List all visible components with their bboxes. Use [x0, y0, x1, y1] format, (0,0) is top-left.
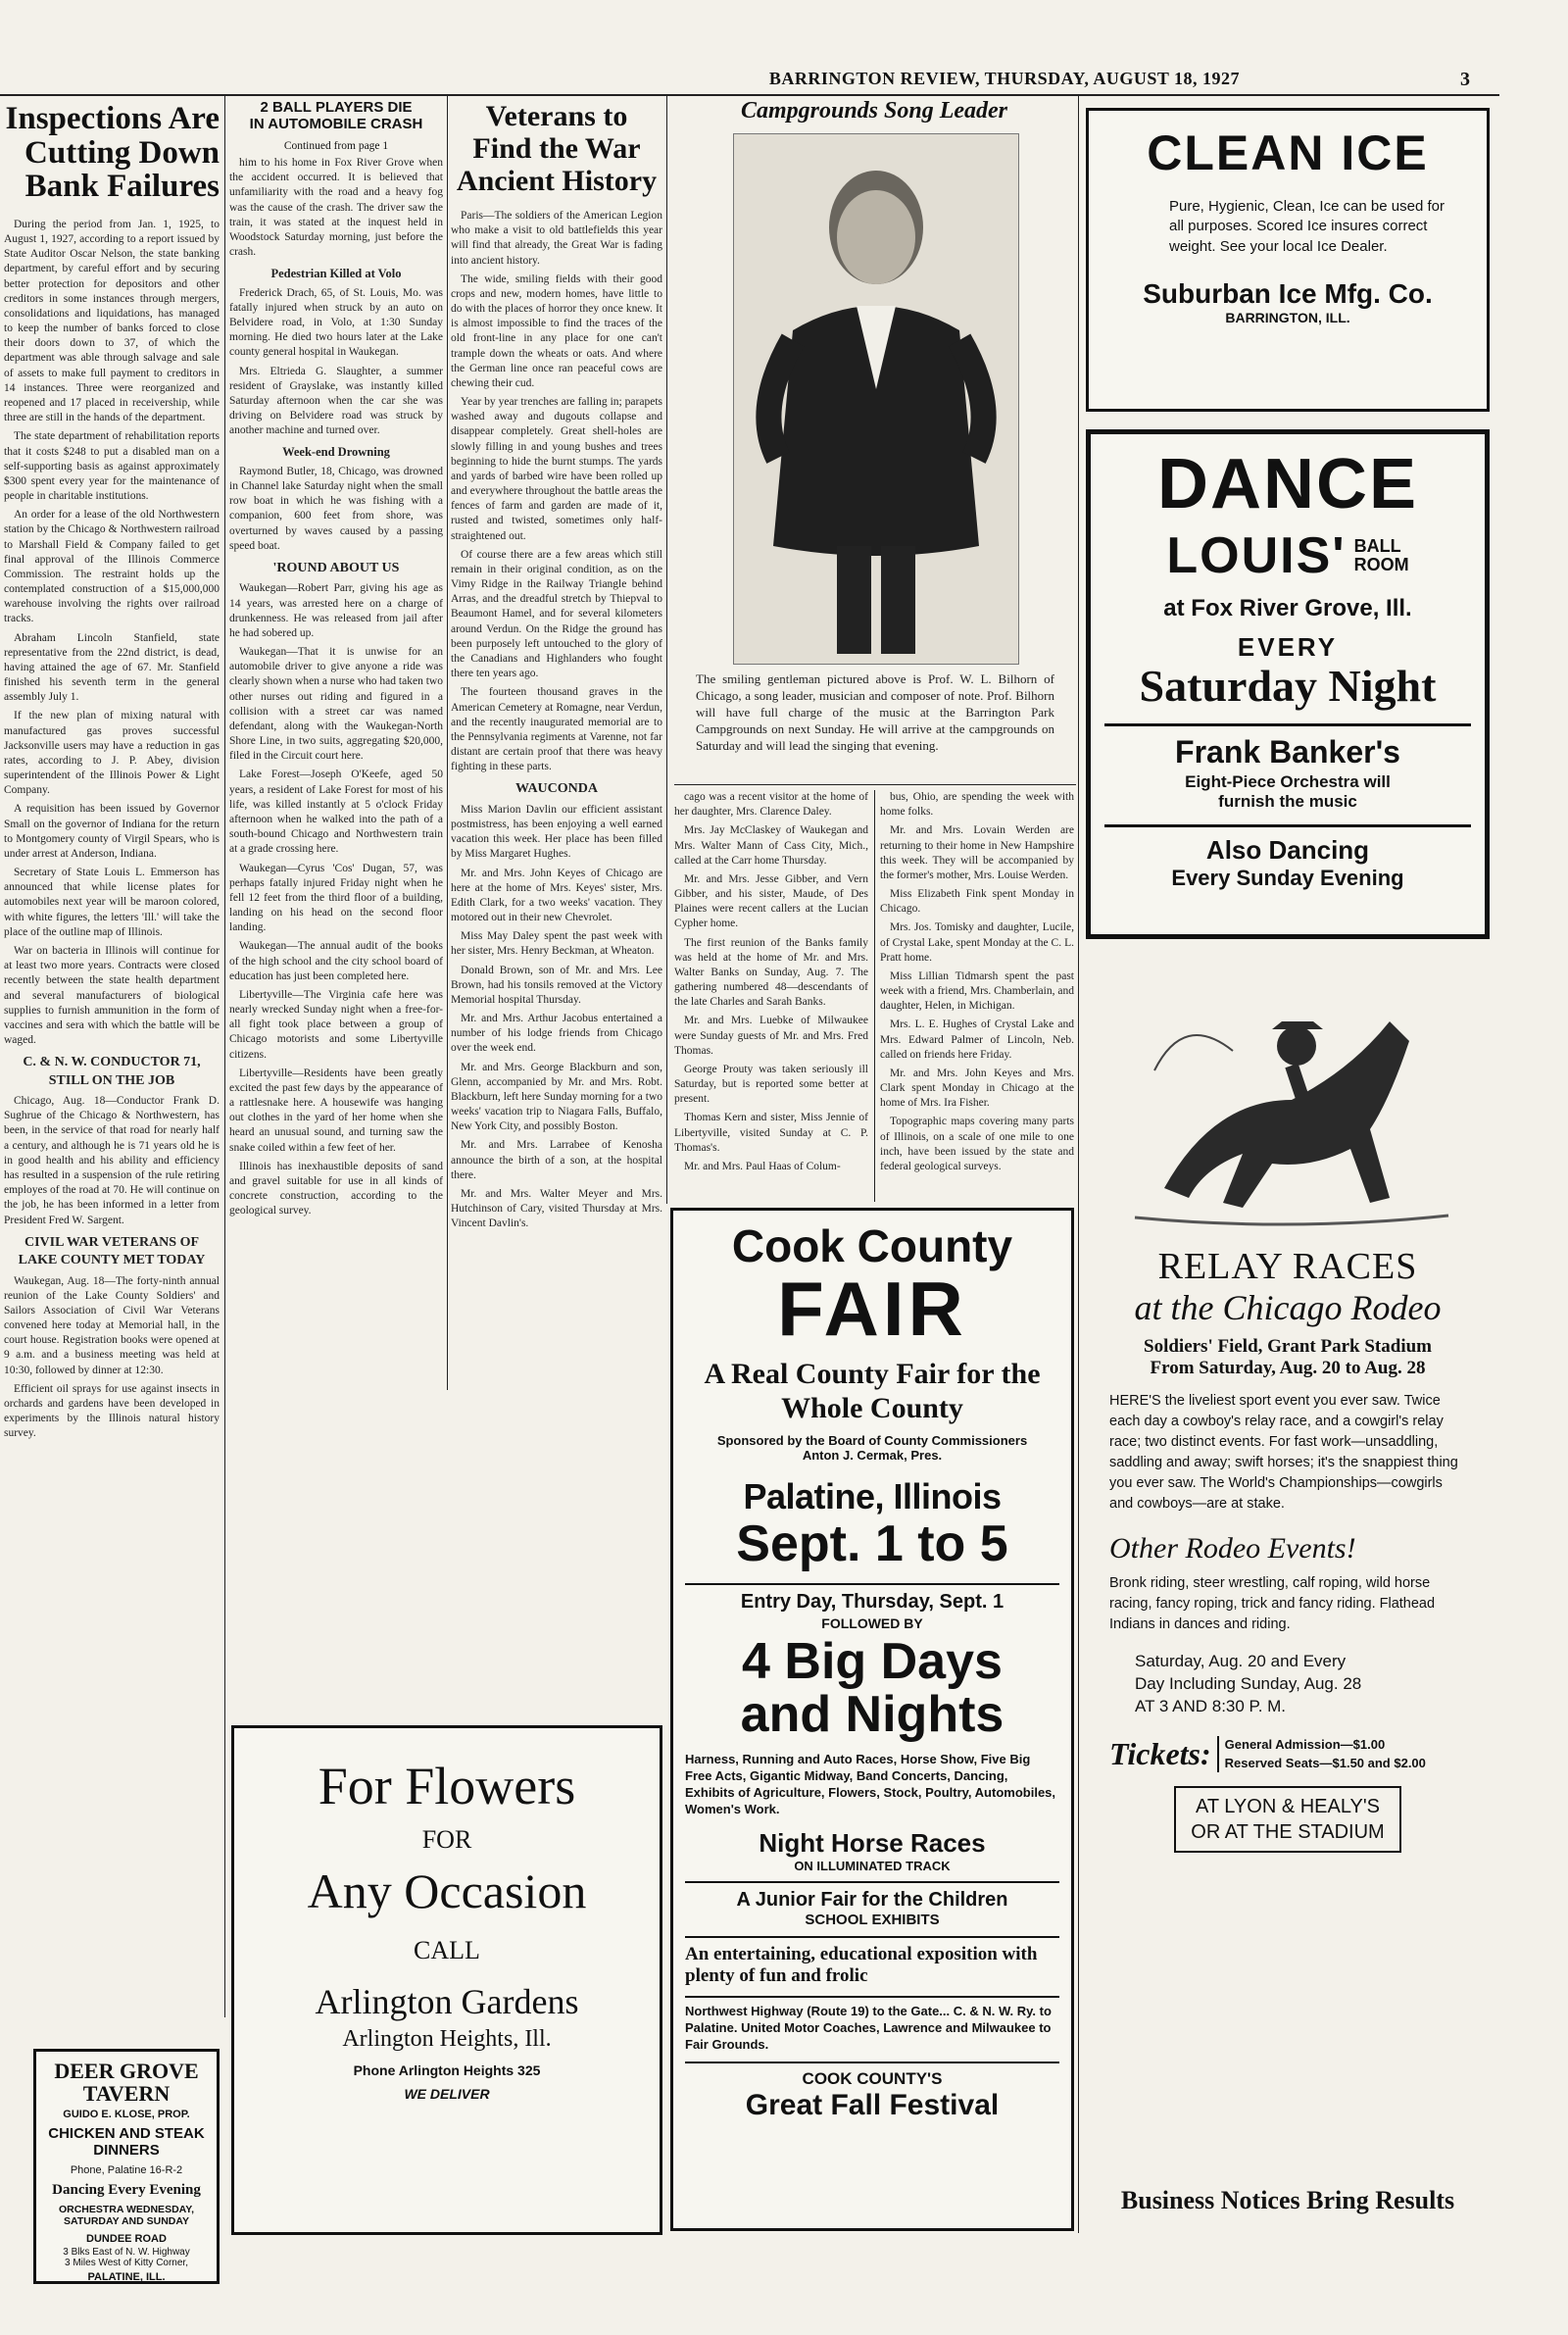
headline-ball-players [229, 100, 443, 132]
song-leader-photo [733, 133, 1019, 665]
clean-ice-text: Pure, Hygienic, Clean, Ice can be used for all purposes. Scored Ice insures correct weight. See your local Ice Dealer. [1169, 198, 1445, 255]
rodeo-ticket-prices [1217, 1736, 1426, 1771]
tavern-dinners: CHICKEN AND STEAK DINNERS [48, 2125, 205, 2159]
article-paragraph: Mrs. Eltrieda G. Slaughter, a summer resident of Grayslake, was instantly killed Saturday afternoon when the car she was driving on Belvidere road was struck by another machine and turned over. [229, 365, 443, 437]
article-paragraph: Waukegan—Robert Parr, giving his age as 14 years, was arrested here on a charge of drunkenness. He was released from jail after he had sobered up. [229, 582, 443, 639]
fair-festival-title: Great Fall Festival [745, 2088, 1000, 2121]
column-2 [229, 98, 443, 1392]
dance-divider [1104, 824, 1471, 827]
fair-attractions: Harness, Running and Auto Races, Horse Show, Five Big Free Acts, Gigantic Midway, Band Concerts, Dancing, Exhibits of Agriculture, Flowers, Stock, Poultry, Automobiles, Women's Work. [685, 1751, 1056, 1816]
flowers-occasion: Any Occasion [307, 1863, 587, 1919]
article-paragraph: Paris—The soldiers of the American Legion who make a visit to old battlefields this year will find that already, the Great War is fading into ancient history. [451, 210, 662, 267]
article-paragraph: During the period from Jan. 1, 1925, to August 1, 1927, according to a report issued by State Auditor Oscar Nelson, the state banking department, by careful effort and by securing better protection for depositors and other creditors in some instances through mergers, consolidations and liquidations, has managed to keep the number of banks forced to close their doors down to 37, of which the department was able through salvage and sale of assets to make full payment to creditors in 14 instances. Three were reorganized and reopened and 17 placed in receivership, while three are still in the hands of the department. [4, 218, 220, 424]
article-paragraph: Raymond Butler, 18, Chicago, was drowned in Channel lake Saturday night when the small row boat in which he was fishing with a companion, 600 feet from shore, was overturned by waves caused by a passing speed boat. [229, 465, 443, 552]
article-paragraph: An order for a lease of the old Northwestern station by the Chicago & Northwestern railroad to Marshall Field & Company failed to get final approval of the Illinois Commerce Commission. The restraint holds up the contemplated construction of a $15,000,000 warehouse involving the rights over railroad tracks. [4, 509, 220, 625]
tavern-owner: GUIDO E. KLOSE, PROP. [63, 2109, 190, 2121]
fair-junior-sub: SCHOOL EXHIBITS [805, 1911, 940, 1928]
fair-night-races-sub: ON ILLUMINATED TRACK [794, 1858, 951, 1873]
article-paragraph: Of course there are a few areas which still remain in their original condition, as on the Vimy Ridge in the Railway Triangle behind Arras, and the dreadful stretch by Thiepval to Beaumont Hamel, and for several kilometers around Verdun. On the Ridge the ground has been purposely left untouched to the glory of the Canadians and Highlanders who fought there ten years ago. [451, 548, 662, 680]
column-3 [451, 98, 662, 1230]
dance-hall-name [1104, 526, 1471, 585]
rodeo-tickets [1109, 1736, 1466, 1772]
article-paragraph: cago was a recent visitor at the home of her daughter, Mrs. Clarence Daley. [674, 791, 868, 819]
article-paragraph: Mr. and Mrs. Walter Meyer and Mrs. Hutchinson of Cary, visited Thursday at Mrs. Vincent Davlin's. [451, 1187, 662, 1230]
column-rule [666, 96, 667, 1204]
flowers-company: Arlington Gardens [315, 1982, 579, 2022]
rodeo-schedule [1135, 1651, 1466, 1718]
article-paragraph: Mr. and Mrs. Jesse Gibber, and Vern Gibber, and his sister, Maude, of Des Plaines were recent callers at the Lucian Cypher home. [674, 872, 868, 930]
fair-president: Anton J. Cermak, Pres. [802, 1448, 943, 1464]
column-rule [224, 96, 225, 2017]
article-paragraph: Thomas Kern and sister, Miss Jennie of Libertyville, visited Sunday at C. P. Thomas's. [674, 1112, 868, 1154]
article-paragraph: Mrs. Jos. Tomisky and daughter, Lucile, of Crystal Lake, spent Monday at the C. L. Pratt home. [880, 921, 1074, 964]
fair-name: Cook County [731, 1220, 1013, 1271]
fair-title: FAIR [777, 1266, 967, 1353]
article-paragraph: Waukegan—That it is unwise for an automobile driver to give anyone a ride was clearly shown when a nurse who had taken two other nurses out riding and figured in a collision with a street car was named defendant, along with the Waukegan-North Shore Line, in two suits, aggregating $20,000, filed in the Circuit court here. [229, 646, 443, 763]
article-paragraph: bus, Ohio, are spending the week with home folks. [880, 791, 1074, 819]
column-5 [880, 790, 1074, 1202]
cowboy-horse-icon [1096, 953, 1480, 1247]
continued-note: Continued from page 1 [283, 140, 389, 152]
fair-big-days: 4 Big Days [742, 1632, 1003, 1690]
rodeo-illustration [1096, 953, 1480, 1247]
fair-expo: An entertaining, educational exposition with plenty of fun and frolic [685, 1943, 1038, 1987]
deer-grove-tavern-ad [33, 2049, 220, 2284]
dance-hall: LOUIS' [1166, 526, 1347, 584]
tavern-title: DEER GROVE TAVERN [54, 2059, 199, 2107]
article-paragraph: Mr. and Mrs. Larrabee of Kenosha announce the birth of a son, at the hospital there. [451, 1139, 662, 1181]
clean-ice-company: Suburban Ice Mfg. Co. [1143, 277, 1433, 309]
page-number: 3 [1460, 69, 1470, 90]
rodeo-other-text: Bronk riding, steer wrestling, calf roping, wild horse racing, fancy roping, trick and fancy riding. Flathead Indians in dances and riding. [1109, 1575, 1436, 1633]
article-veterans-war [451, 209, 662, 1231]
dance-orchestra: Frank Banker's [1175, 733, 1400, 770]
fair-directions: Northwest Highway (Route 19) to the Gate... C. & N. W. Ry. to Palatine. United Motor Coaches, Lawrence and Milwaukee to Fair Grounds. [685, 2004, 1052, 2052]
article-paragraph: The wide, smiling fields with their good crops and new, modern homes, have little to do with the places of horror they once knew. It is almost impossible to find the traces of the old front-line in any place for one can't trample down the wheats or oats. And where the German line once ran peaceful cows are chewing their cud. [451, 273, 662, 389]
tavern-phone: Phone, Palatine 16-R-2 [70, 2164, 183, 2177]
subheadline-wauconda: WAUCONDA [515, 781, 598, 797]
article-paragraph: Waukegan—Cyrus 'Cos' Dugan, 57, was perhaps fatally injured Friday night when he fell 12 feet from the third floor of a building, landing on his head on the second floor landing. [229, 862, 443, 934]
fair-divider [685, 1881, 1059, 1883]
article-bank-failures [4, 218, 220, 1442]
dance-title: DANCE [1156, 445, 1418, 523]
subheadline-drowning: Week-end Drowning [282, 445, 390, 460]
column-rule [874, 790, 875, 1202]
tavern-road: DUNDEE ROAD [86, 2233, 167, 2246]
article-paragraph: Libertyville—The Virginia cafe here was nearly wrecked Sunday night when a free-for-all fight took place between a group of Chicago motorists and some Libertyville citizens. [229, 988, 443, 1061]
article-paragraph: Frederick Drach, 65, of St. Louis, Mo. was fatally injured when struck by an auto on Belvidere road, in Volo, at 1:30 Sunday morning. He died two hours later at the Lake county general hospital in Waukegan. [229, 286, 443, 359]
flowers-town: Arlington Heights, Ill. [342, 2026, 552, 2053]
article-paragraph: Lake Forest—Joseph O'Keefe, aged 50 years, a resident of Lake Forest for most of his life, was killed instantly at 5 o'clock Friday afternoon when he walked into the path of a south-bound Chicago and Northwestern train at a grade crossing here. [229, 769, 443, 856]
subheadline-conductor: C. & N. W. CONDUCTOR 71, STILL ON THE JOB [23, 1055, 201, 1088]
clean-ice-town: BARRINGTON, ILL. [1225, 309, 1350, 325]
fair-festival-label: COOK COUNTY'S [802, 2068, 943, 2088]
headline-line: Veterans to [485, 100, 628, 132]
rodeo-schedule-line: Saturday, Aug. 20 and Every [1135, 1652, 1347, 1671]
business-notices-note: Business Notices Bring Results [1120, 2186, 1455, 2214]
article-paragraph: Topographic maps covering many parts of Illinois, on a scale of one mile to one inch, have been issued by the state and federal geological surveys. [880, 1116, 1074, 1172]
dance-divider [1104, 723, 1471, 726]
dance-every: EVERY [1237, 631, 1339, 662]
headline-line: Cutting Down [24, 134, 220, 171]
article-paragraph: Miss Marion Davlin our efficient assistant postmistress, has been enjoying a well earned vacation this week. Her place has been filled by Miss Margaret Hughes. [451, 803, 662, 861]
rodeo-other-title: Other Rodeo Events! [1109, 1532, 1356, 1565]
article-paragraph: Miss Lillian Tidmarsh spent the past week with a friend, Mrs. Chamberlain, and daughter, Helen, in Michigan. [880, 969, 1074, 1013]
fair-town: Palatine, Illinois [743, 1476, 1002, 1517]
dance-sunday: Every Sunday Evening [1171, 865, 1404, 890]
article-paragraph: Miss Elizabeth Fink spent Monday in Chicago. [880, 888, 1074, 916]
section-rule [674, 784, 1076, 785]
fair-entry-day: Entry Day, Thursday, Sept. 1 [740, 1590, 1004, 1613]
dance-ballroom [1354, 537, 1409, 574]
article-paragraph: If the new plan of mixing natural with manufactured gas proves successful Jacksonville users may have a reduction in gas rates, according to J. P. Abey, division superintendent of the Illinois Power & Light Company. [4, 710, 220, 797]
headline-line: Find the War [472, 132, 641, 165]
article-paragraph: Illinois has inexhaustible deposits of sand and gravel suitable for use in all kinds of concrete construction, according to the geological survey. [229, 1160, 443, 1217]
dance-room: ROOM [1353, 554, 1409, 574]
rodeo-dates: From Saturday, Aug. 20 to Aug. 28 [1150, 1358, 1426, 1379]
headline-veterans-war [451, 100, 662, 197]
column-rule [1078, 96, 1079, 2233]
rodeo-tickets-label: Tickets: [1109, 1736, 1211, 1772]
column-1 [4, 98, 220, 2019]
article-paragraph: Mr. and Mrs. John Keyes of Chicago are here at the home of Mrs. Keyes' sister, Mrs. Edith Clark, for a two weeks' vacation. They motored out in their new Chevrolet. [451, 867, 662, 924]
dance-also: Also Dancing [1205, 834, 1370, 865]
article-paragraph: Waukegan—The annual audit of the books of the high school and the city school board of education has just been completed here. [229, 940, 443, 982]
tavern-directions: 3 Blks East of N. W. Highway [63, 2247, 190, 2259]
dance-ball: BALL [1353, 535, 1401, 556]
rodeo-ad [1086, 953, 1490, 2149]
article-paragraph: Efficient oil sprays for use against insects in orchards and gardens have been developed in experiments by the Illinois natural history survey. [4, 1382, 220, 1440]
article-paragraph: George Prouty was taken seriously ill Saturday, but is reported some better at present. [674, 1063, 868, 1106]
dance-place: at Fox River Grove, Ill. [1163, 594, 1412, 621]
rodeo-ticket-general: General Admission—$1.00 [1224, 1737, 1386, 1753]
fair-followed-by: FOLLOWED BY [821, 1615, 923, 1631]
article-paragraph: Abraham Lincoln Stanfield, state representative from the 22nd district, is dead, having attained the age of 67. Mr. Stanfield finished his seventh term in the general assembly July 1. [4, 631, 220, 704]
clean-ice-title: CLEAN ICE [1147, 125, 1429, 180]
article-paragraph: Year by year trenches are falling in; parapets washed away and dugouts collapse and disappear completely. Great shell-holes are slowly filling in and young bushes and trees beginning to hide the burnt stumps. The yards and yards of barbed wire have been rolled up and everywhere throughout the battle areas the fences of farm and garden are made of it, rusted and twisted, sometimes only half-straightened out. [451, 396, 662, 542]
clean-ice-ad [1086, 108, 1490, 412]
article-paragraph: him to his home in Fox River Grove when the accident occurred. It is believed that unfamiliarity with the road and a heavy fog was the cause of the crash. The driver saw the train, it was stated at the inquest held in Woodstock Saturday morning, just before the crash. [229, 157, 443, 259]
article-paragraph: Mr. and Mrs. Lovain Werden are returning to their home in New Hampshire this week. They will be accompanied by the former's mother, Mrs. Louise Werden. [880, 824, 1074, 881]
article-paragraph: A requisition has been issued by Governor Small on the governor of Indiana for the return to Montgomery county of Virgil Spears, who is under arrest at Anderson, Indiana. [4, 803, 220, 860]
fair-tagline: A Real County Fair for the Whole County [704, 1358, 1041, 1424]
headline-line: 2 BALL PLAYERS DIE [260, 99, 413, 116]
headline-line: Inspections Are [5, 101, 220, 136]
subheadline-pedestrian: Pedestrian Killed at Volo [270, 267, 402, 281]
article-ball-players [229, 156, 443, 1218]
flowers-for: FOR [421, 1825, 472, 1855]
tavern-directions: 3 Miles West of Kitty Corner, [65, 2258, 188, 2269]
article-paragraph: The fourteen thousand graves in the American Cemetery at Romagne, near Verdun, and the recently inaugurated memorial are to the Pennsylvania regiments at Varenne, not far distant are certain proof that there was heavy fighting in these parts. [451, 686, 662, 773]
gentleman-portrait-icon [734, 134, 1018, 664]
flowers-call: CALL [414, 1936, 480, 1965]
article-paragraph: Mr. and Mrs. John Keyes and Mrs. Clark spent Monday in Chicago at the home of Mrs. Ira Fisher. [880, 1067, 1074, 1110]
article-paragraph: Secretary of State Louis L. Emmerson has announced that while license plates for automobiles next year will be maroon colored, with white figures, the letters 'Ill.' will take the place of the outline map of Illinois. [4, 867, 220, 938]
cook-county-fair-ad [670, 1208, 1074, 2231]
flowers-headline: For Flowers [318, 1757, 576, 1815]
rodeo-title: RELAY RACES [1157, 1246, 1418, 1287]
dance-night: Saturday Night [1139, 660, 1437, 711]
flowers-ad [231, 1725, 662, 2235]
article-paragraph: The state department of rehabilitation reports that it costs $248 to put a disabled man on a self-supporting basis as against approximately $300 spent every year for the maintenance of people in charitable institutions. [4, 430, 220, 503]
article-paragraph: Mr. and Mrs. Luebke of Milwaukee were Sunday guests of Mr. and Mrs. Fred Thomas. [674, 1015, 868, 1057]
flowers-deliver: WE DELIVER [404, 2086, 490, 2103]
song-leader-caption: The smiling gentleman pictured above is Prof. W. L. Bilhorn of Chicago, a song leader, musician and composer of note. Prof. Bilhorn will have full charge of the music at the Barrington Park Campgrounds on next Sunday. He will arrive at the campgrounds on Saturday and will lead the singing that evening. [696, 671, 1054, 753]
article-paragraph: Mrs. L. E. Hughes of Crystal Lake and Mrs. Edward Palmer of Lincoln, Neb. called on friends here Friday. [880, 1018, 1074, 1061]
subheadline-veterans: CIVIL WAR VETERANS OF LAKE COUNTY MET TODAY [18, 1234, 206, 1268]
flowers-phone: Phone Arlington Heights 325 [353, 2062, 541, 2079]
article-paragraph: Waukegan, Aug. 18—The forty-ninth annual reunion of the Lake County Soldiers' and Sailors Association of Civil War Veterans convened here today at Memorial hall, in the court house. Registration books were opened at 9 a.m. and a business meeting was held at 10:30, followed by dinner at 12:30. [4, 1274, 220, 1376]
song-leader-title: Campgrounds Song Leader [740, 98, 1008, 124]
dance-orchestra-sub: Eight-Piece Orchestra will furnish the music [1185, 771, 1391, 812]
article-paragraph: Mrs. Jay McClaskey of Waukegan and Mrs. Walter Mann of Cass City, Mich., called at the Carr home Thursday. [674, 824, 868, 867]
fair-divider [685, 1583, 1059, 1585]
article-paragraph: War on bacteria in Illinois will continue for at least two more years. Contracts were closed recently between the state health department and several manufacturers of biological supplies to furnish ammunition in the form of vaccines and sera with which the battle will be waged. [4, 945, 220, 1047]
fair-divider [685, 1936, 1059, 1938]
rodeo-subtitle: at the Chicago Rodeo [1134, 1287, 1442, 1327]
tavern-orchestra: ORCHESTRA WEDNESDAY, SATURDAY AND SUNDAY [58, 2204, 195, 2228]
article-paragraph: Donald Brown, son of Mr. and Mrs. Lee Brown, had his tonsils removed at the Victory Memorial hospital Thursday. [451, 964, 662, 1006]
article-paragraph: The first reunion of the Banks family was held at the home of Mr. and Mrs. Walter Banks on Sunday, Aug. 7. The gathering numbered 48—descendants of the late Charles and Sarah Banks. [674, 936, 868, 1009]
article-paragraph: Chicago, Aug. 18—Conductor Frank D. Sughrue of the Chicago & Northwestern, has been, in the service of that road for nearly half a century, and although he is 71 years old he is in good health and his ability and efficiency has resulted in a suspension of the rule retiring employes of the road at 70. He will continue on the job, he has been informed in a letter from President Fred W. Sargent. [4, 1095, 220, 1226]
tavern-dancing: Dancing Every Evening [52, 2182, 201, 2199]
rodeo-schedule-line: AT 3 AND 8:30 P. M. [1135, 1697, 1287, 1716]
fair-sponsor: Sponsored by the Board of County Commissioners [716, 1433, 1028, 1449]
fair-big-nights: and Nights [740, 1686, 1004, 1744]
rodeo-venue: Soldiers' Field, Grant Park Stadium [1144, 1336, 1432, 1358]
fair-divider [685, 2062, 1059, 2063]
headline-line: Bank Failures [24, 169, 220, 205]
subheadline-round-about: 'ROUND ABOUT US [272, 560, 400, 575]
headline-line: Ancient History [456, 165, 658, 197]
article-paragraph: Mr. and Mrs. Paul Haas of Colum- [684, 1160, 841, 1172]
tavern-town: PALATINE, ILL. [87, 2271, 166, 2284]
fair-divider [685, 1996, 1059, 1998]
headline-bank-failures [4, 102, 220, 204]
article-paragraph: Libertyville—Residents have been greatly excited the past few days by the appearance of a rattlesnake here. A housewife was hanging out clothes in the yard of her home when she heard an unusual sound, and turning saw the snake coiled within a few feet of her. [229, 1067, 443, 1154]
rodeo-text: HERE'S the liveliest sport event you ever saw. Twice each day a cowboy's relay race, and a cowgirl's relay race; two distinct events. For fast work—unsaddling, saddling and away; swift horses; it's the snappiest thing you ever saw. The World's Championships—cowgirls and cowboys—are at stake. [1109, 1393, 1458, 1513]
column-4 [674, 790, 868, 1202]
column-rule [447, 96, 448, 1390]
rodeo-ticket-reserved: Reserved Seats—$1.50 and $2.00 [1224, 1755, 1426, 1770]
fair-dates: Sept. 1 to 5 [736, 1515, 1008, 1573]
rodeo-schedule-line: Day Including Sunday, Aug. 28 [1135, 1674, 1362, 1694]
article-paragraph: Miss May Daley spent the past week with her sister, Mrs. Henry Beckman, at Wheaton. [451, 930, 662, 958]
fair-night-races: Night Horse Races [759, 1827, 986, 1858]
dance-ad [1086, 429, 1490, 939]
rodeo-ticket-location: AT LYON & HEALY'S OR AT THE STADIUM [1174, 1786, 1401, 1853]
article-paragraph: Mr. and Mrs. Arthur Jacobus entertained a number of his lodge friends from Chicago over the week end. [451, 1013, 662, 1055]
masthead-title: BARRINGTON REVIEW, THURSDAY, AUGUST 18, 1927 [768, 69, 1241, 88]
song-leader-feature [674, 98, 1074, 784]
fair-junior: A Junior Fair for the Children [736, 1888, 1008, 1911]
headline-line: IN AUTOMOBILE CRASH [249, 115, 423, 132]
article-paragraph: Mr. and Mrs. George Blackburn and son, Glenn, accompanied by Mr. and Mrs. Robt. Blackburn, left here Sunday morning for a two weeks' vacation trip to Niagara Falls, Buffalo, New York City, and possibly Boston. [451, 1061, 662, 1133]
